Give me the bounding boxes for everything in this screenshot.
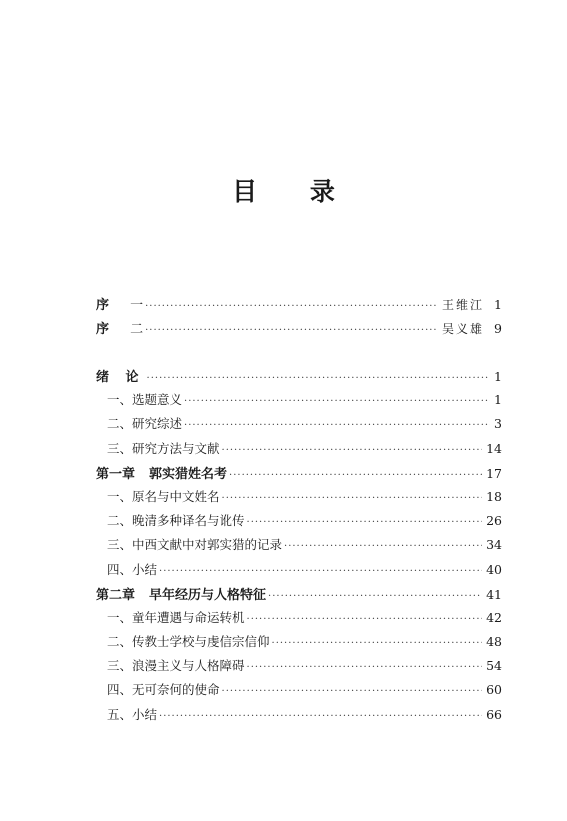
toc-entry-page: 9 xyxy=(494,321,502,337)
leader-dots xyxy=(268,591,482,602)
toc-entry-section[interactable] xyxy=(96,705,502,729)
toc-entry-preface-2[interactable] xyxy=(96,318,502,342)
toc-entry-section[interactable] xyxy=(96,439,502,463)
toc-entry-section[interactable] xyxy=(96,511,502,535)
toc-entry-label: 五、小结 xyxy=(107,706,158,722)
leader-dots xyxy=(272,638,483,649)
toc-prefaces xyxy=(96,294,502,342)
toc-entry-page: 17 xyxy=(486,465,502,481)
toc-entry-section[interactable] xyxy=(96,608,502,632)
toc-entry-preface-1[interactable] xyxy=(96,294,502,318)
toc-entry-section[interactable] xyxy=(96,680,502,704)
toc-entry-page: 54 xyxy=(486,658,502,674)
toc-entry-section[interactable] xyxy=(96,390,502,414)
toc-entry-label: 三、研究方法与文献 xyxy=(107,440,220,456)
toc-entry-label xyxy=(96,463,227,482)
leader-dots xyxy=(222,445,483,456)
toc-entry-section[interactable] xyxy=(96,632,502,656)
toc-entry-page: 1 xyxy=(494,297,502,312)
leader-dots xyxy=(147,373,490,384)
chapter-name: 郭实猎姓名考 xyxy=(149,466,228,482)
leader-dots xyxy=(284,541,482,552)
chapter-number: 第一章 xyxy=(96,466,136,482)
leader-dots xyxy=(184,396,490,407)
toc-entry-label: 二、晚清多种译名与讹传 xyxy=(107,513,245,529)
toc-entry-page: 34 xyxy=(486,537,502,553)
toc-entry-section[interactable] xyxy=(96,414,502,438)
leader-dots xyxy=(145,325,438,336)
toc-entry-label: 一、选题意义 xyxy=(107,392,183,408)
preface-prefix: 序 xyxy=(96,322,114,338)
leader-dots xyxy=(247,662,483,673)
chapter-number: 第二章 xyxy=(96,587,136,603)
toc-entry-page: 1 xyxy=(494,369,502,384)
toc-entry-label: 二、研究综述 xyxy=(107,416,183,432)
toc-entry-page: 66 xyxy=(486,706,502,722)
toc-entry-page: 60 xyxy=(486,682,502,698)
leader-dots xyxy=(247,614,483,625)
leader-dots xyxy=(247,517,483,528)
toc-entry-section[interactable] xyxy=(96,560,502,584)
toc-entry-chapter-1[interactable] xyxy=(96,463,502,487)
toc-entry-page: 14 xyxy=(486,440,502,456)
leader-dots xyxy=(222,686,483,697)
toc-entry-section[interactable] xyxy=(96,487,502,511)
toc-entry-label: 绪 论 xyxy=(96,370,145,385)
preface-number: 二 xyxy=(130,322,144,338)
chapter-name: 早年经历与人格特征 xyxy=(149,587,267,603)
toc-entry-page: 3 xyxy=(494,416,502,432)
toc-entry-author: 吴义雄 xyxy=(441,322,484,337)
leader-dots xyxy=(222,493,483,504)
toc-entry-label: 四、小结 xyxy=(107,561,158,577)
toc-entry-author: 王维江 xyxy=(441,298,484,312)
toc-entry-page: 18 xyxy=(486,488,502,504)
toc-entry-page: 42 xyxy=(486,609,502,625)
toc-entry-intro[interactable] xyxy=(96,366,502,390)
toc-entry-page: 41 xyxy=(486,586,502,602)
leader-dots xyxy=(229,470,482,481)
leader-dots xyxy=(159,711,482,722)
leader-dots xyxy=(145,301,438,312)
page-title: 目 录 xyxy=(232,177,357,206)
toc-entry-page: 1 xyxy=(494,392,502,408)
leader-dots xyxy=(159,566,482,577)
toc-entry-chapter-2[interactable] xyxy=(96,584,502,608)
toc-entry-label xyxy=(96,584,266,603)
toc-entry-label: 四、无可奈何的使命 xyxy=(107,682,220,698)
preface-prefix: 序 xyxy=(96,298,114,313)
toc-entry-label: 一、原名与中文姓名 xyxy=(107,488,220,504)
toc-entry-section[interactable] xyxy=(96,535,502,559)
toc-entry-page: 48 xyxy=(486,634,502,650)
toc-entry-section[interactable] xyxy=(96,656,502,680)
toc-entry-label: 三、中西文献中对郭实猎的记录 xyxy=(107,537,283,553)
toc-entry-label: 二、传教士学校与虔信宗信仰 xyxy=(107,634,270,650)
preface-number: 一 xyxy=(130,298,144,313)
toc-entry-label xyxy=(96,294,143,313)
toc-entry-label: 三、浪漫主义与人格障碍 xyxy=(107,658,245,674)
toc-entry-page: 40 xyxy=(486,561,502,577)
leader-dots xyxy=(184,420,490,431)
toc-entry-label xyxy=(96,318,143,337)
toc-main xyxy=(96,366,502,729)
toc-entry-label: 一、童年遭遇与命运转机 xyxy=(107,609,245,625)
toc-entry-page: 26 xyxy=(486,513,502,529)
